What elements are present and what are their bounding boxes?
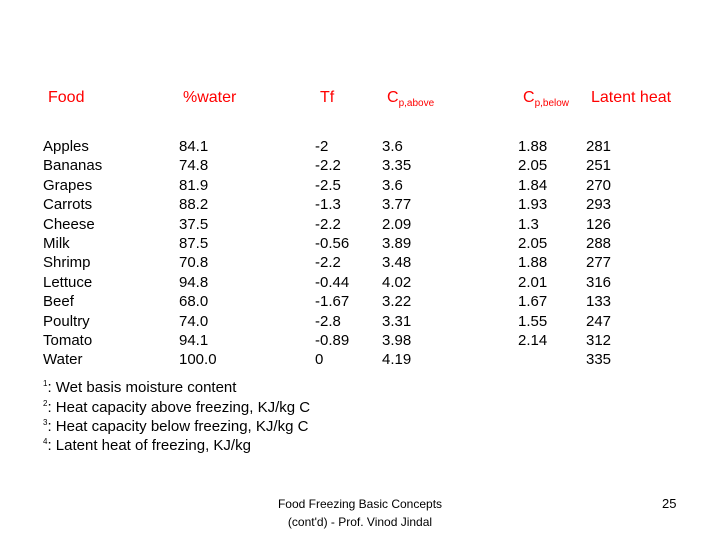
header-cp-above bbox=[387, 89, 434, 109]
cell-cp-above: 4.19 bbox=[382, 351, 412, 369]
cell-food: Poultry bbox=[43, 312, 90, 330]
cell-water: 94.1 bbox=[179, 332, 209, 349]
footer-line-1: Food Freezing Basic Concepts bbox=[277, 497, 443, 511]
cell-latent-heat: 335 bbox=[586, 351, 612, 369]
table-row bbox=[0, 274, 720, 293]
note-2-text: : Heat capacity above freezing, KJ/kg C bbox=[47, 399, 311, 416]
cell-cp-below: 2.14 bbox=[518, 332, 548, 349]
cell-food: Beef bbox=[43, 293, 74, 311]
header-latent-heat: Latent heat bbox=[591, 89, 672, 106]
table-row bbox=[0, 254, 720, 273]
cell-food: Milk bbox=[43, 235, 70, 252]
cell-food: Water bbox=[43, 351, 83, 369]
cell-latent-heat: 288 bbox=[586, 235, 612, 252]
cell-latent-heat: 312 bbox=[586, 332, 612, 349]
cell-food: Lettuce bbox=[43, 273, 93, 291]
cell-tf: -1.3 bbox=[315, 196, 341, 214]
table-row bbox=[0, 177, 720, 196]
note-1-mark: 1 bbox=[43, 379, 48, 388]
cell-food: Shrimp bbox=[43, 254, 91, 272]
cell-cp-below: 2.01 bbox=[518, 273, 548, 291]
header-cp-below-main: C bbox=[523, 89, 535, 106]
note-2-mark: 2 bbox=[43, 399, 48, 408]
cell-cp-above: 3.22 bbox=[382, 293, 412, 311]
cell-tf: -2 bbox=[315, 138, 329, 155]
note-3-mark: 3 bbox=[43, 418, 48, 427]
note-3 bbox=[43, 418, 308, 435]
cell-latent-heat: 277 bbox=[586, 254, 612, 272]
cell-cp-below: 2.05 bbox=[518, 157, 548, 175]
cell-food: Grapes bbox=[43, 176, 93, 194]
cell-cp-above: 3.77 bbox=[382, 196, 412, 214]
table-row bbox=[0, 332, 720, 351]
cell-tf: -2.5 bbox=[315, 176, 341, 194]
cell-cp-above: 3.98 bbox=[382, 332, 412, 349]
cell-latent-heat: 316 bbox=[586, 273, 612, 291]
cell-food: Carrots bbox=[43, 196, 93, 214]
note-4-text: : Latent heat of freezing, KJ/kg bbox=[47, 437, 251, 454]
cell-cp-above: 3.89 bbox=[382, 235, 412, 252]
cell-cp-above: 2.09 bbox=[382, 215, 412, 233]
cell-tf: 0 bbox=[315, 351, 324, 369]
cell-tf: -0.56 bbox=[315, 235, 350, 252]
cell-latent-heat: 251 bbox=[586, 157, 612, 175]
cell-water: 87.5 bbox=[179, 235, 209, 252]
cell-cp-below: 1.67 bbox=[518, 293, 548, 311]
table-row bbox=[0, 216, 720, 235]
cell-cp-below: 1.93 bbox=[518, 196, 548, 214]
cell-latent-heat: 126 bbox=[586, 215, 612, 233]
cell-cp-below: 1.84 bbox=[518, 176, 548, 194]
header-water: %water bbox=[183, 89, 237, 106]
header-cp-above-main: C bbox=[387, 89, 399, 106]
cell-water: 37.5 bbox=[179, 215, 209, 233]
cell-cp-above: 3.35 bbox=[382, 157, 412, 175]
cell-food: Cheese bbox=[43, 215, 95, 233]
cell-water: 84.1 bbox=[179, 138, 209, 155]
cell-water: 74.0 bbox=[179, 312, 209, 330]
cell-tf: -1.67 bbox=[315, 293, 350, 311]
cell-water: 70.8 bbox=[179, 254, 209, 272]
cell-cp-above: 3.6 bbox=[382, 138, 403, 155]
cell-cp-below: 1.55 bbox=[518, 312, 548, 330]
cell-cp-above: 4.02 bbox=[382, 273, 412, 291]
cell-cp-below: 1.88 bbox=[518, 254, 548, 272]
page-number: 25 bbox=[662, 496, 677, 511]
note-1-text: : Wet basis moisture content bbox=[47, 379, 237, 396]
cell-food: Apples bbox=[43, 138, 89, 155]
table-row bbox=[0, 293, 720, 312]
footer-text bbox=[230, 495, 490, 531]
cell-tf: -0.44 bbox=[315, 273, 350, 291]
table-row bbox=[0, 196, 720, 215]
table-row bbox=[0, 313, 720, 332]
cell-cp-below: 2.05 bbox=[518, 235, 548, 252]
cell-water: 81.9 bbox=[179, 176, 209, 194]
table-row bbox=[0, 138, 720, 157]
cell-tf: -2.2 bbox=[315, 157, 341, 175]
cell-cp-above: 3.48 bbox=[382, 254, 412, 272]
cell-latent-heat: 270 bbox=[586, 176, 612, 194]
cell-water: 94.8 bbox=[179, 273, 209, 291]
cell-cp-below: 1.3 bbox=[518, 215, 539, 233]
note-2 bbox=[43, 399, 310, 416]
cell-cp-below: 1.88 bbox=[518, 138, 548, 155]
header-tf: Tf bbox=[320, 89, 335, 106]
header-cp-below bbox=[523, 89, 569, 109]
cell-water: 68.0 bbox=[179, 293, 209, 311]
cell-tf: -2.2 bbox=[315, 254, 341, 272]
cell-latent-heat: 281 bbox=[586, 138, 612, 155]
table-row bbox=[0, 157, 720, 176]
note-4 bbox=[43, 437, 251, 454]
cell-water: 100.0 bbox=[179, 351, 217, 369]
table-row bbox=[0, 235, 720, 254]
cell-tf: -2.8 bbox=[315, 312, 341, 330]
cell-tf: -0.89 bbox=[315, 332, 350, 349]
header-cp-below-sub: p,below bbox=[534, 98, 570, 109]
cell-latent-heat: 133 bbox=[586, 293, 612, 311]
note-1 bbox=[43, 379, 236, 396]
cell-food: Tomato bbox=[43, 332, 93, 349]
cell-water: 74.8 bbox=[179, 157, 209, 175]
footer-line-2: (cont'd) - Prof. Vinod Jindal bbox=[287, 515, 433, 529]
note-4-mark: 4 bbox=[43, 437, 48, 446]
table-row bbox=[0, 351, 720, 370]
cell-cp-above: 3.31 bbox=[382, 312, 412, 330]
cell-tf: -2.2 bbox=[315, 215, 341, 233]
cell-food: Bananas bbox=[43, 157, 103, 175]
note-3-text: : Heat capacity below freezing, KJ/kg C bbox=[47, 418, 309, 435]
header-food: Food bbox=[48, 89, 85, 106]
cell-latent-heat: 293 bbox=[586, 196, 612, 214]
cell-latent-heat: 247 bbox=[586, 312, 612, 330]
cell-water: 88.2 bbox=[179, 196, 209, 214]
header-cp-above-sub: p,above bbox=[398, 98, 435, 109]
cell-cp-above: 3.6 bbox=[382, 176, 403, 194]
